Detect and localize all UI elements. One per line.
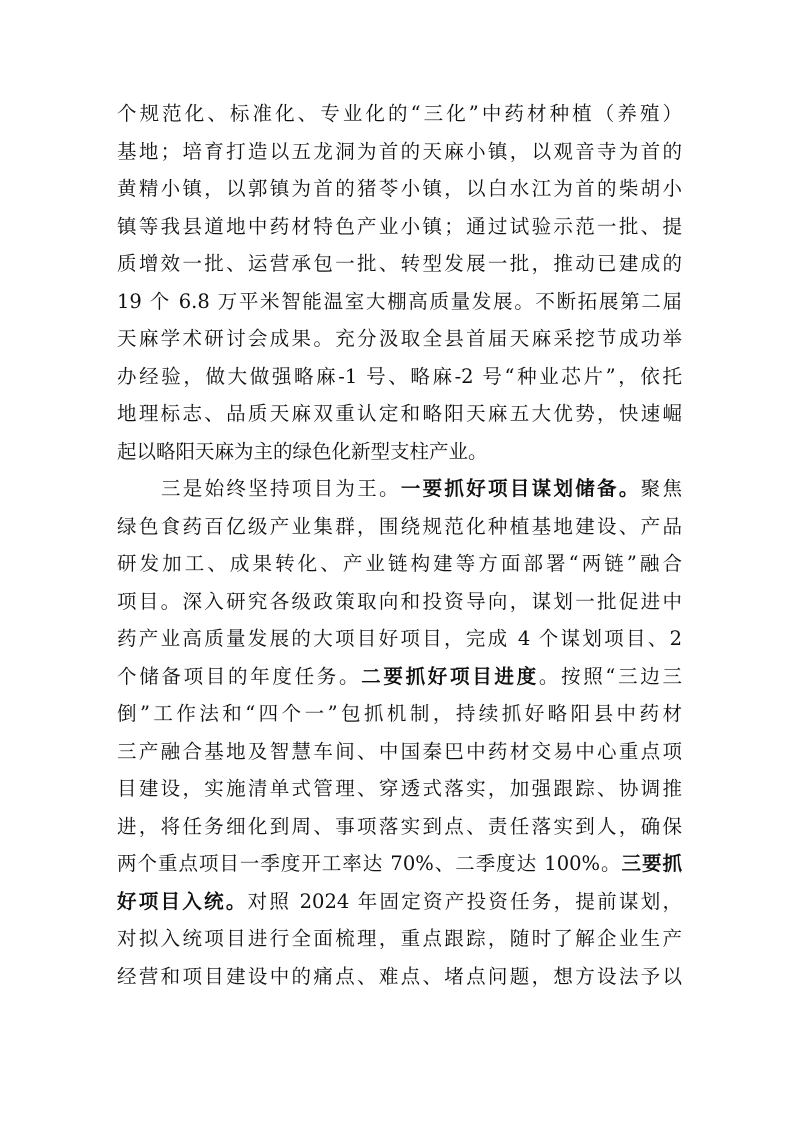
text-line: 三产融合基地及智慧车间、中国秦巴中药材交易中心重点项 [117, 739, 682, 763]
text-line: 地理标志、品质天麻双重认定和略阳天麻五大优势，快速崛 [117, 402, 682, 425]
text-line: 经营和项目建设中的痛点、难点、堵点问题，想方设法予以 [117, 964, 682, 988]
section-lead: 三是始终坚持项目为王。 [161, 477, 401, 500]
text-line: 对拟入统项目进行全面梳理，重点跟踪，随时了解企业生产 [117, 927, 682, 950]
text-line: 目建设，实施清单式管理、穿透式落实，加强跟踪、协调推 [117, 777, 682, 800]
text-line [117, 883, 682, 921]
text-line: 基地；培育打造以五龙洞为首的天麻小镇，以观音寺为首的 [117, 139, 682, 163]
text-line: 项目。深入研究各级政策取向和投资导向，谋划一批促进中 [117, 589, 682, 613]
bold-heading: 一要抓好项目谋划储备。 [400, 477, 641, 500]
text-line: 镇等我县道地中药材特色产业小镇；通过试验示范一批、提 [117, 214, 682, 238]
text-line [117, 658, 682, 696]
bold-heading: 好项目入统。 [117, 889, 248, 913]
text-line: 黄精小镇，以郭镇为首的猪苓小镇，以白水江为首的柴胡小 [117, 177, 682, 200]
text-run: 对照 2024 年固定资产投资任务，提前谋划， [247, 889, 682, 913]
text-line: 起以略阳天麻为主的绿色化新型支柱产业。 [117, 439, 488, 463]
text-line: 研发加工、成果转化、产业链构建等方面部署“两链”融合 [117, 552, 682, 575]
paragraph-2 [117, 470, 682, 995]
text-line: 进，将任务细化到周、事项落实到点、责任落实到人，确保 [117, 814, 682, 838]
text-line: 办经验，做大做强略麻-1 号、略麻-2 号“种业芯片”，依托 [117, 364, 682, 388]
text-line: 天麻学术研讨会成果。充分汲取全县首届天麻采挖节成功举 [117, 327, 682, 350]
text-line: 药产业高质量发展的大项目好项目，完成 4 个谋划项目、2 [117, 627, 682, 650]
text-run: 两个重点项目一季度开工率达 70%、二季度达 100%。 [117, 852, 622, 875]
text-line [117, 470, 682, 508]
text-line: 19 个 6.8 万平米智能温室大棚高质量发展。不断拓展第二届 [117, 289, 682, 313]
text-run: 。按照“三边三 [538, 664, 682, 688]
body-text [117, 95, 682, 995]
paragraph-1 [117, 95, 682, 470]
text-line [117, 845, 682, 883]
text-line: 绿色食药百亿级产业集群，围绕规范化种植基地建设、产品 [117, 514, 682, 538]
text-run: 个储备项目的年度任务。 [117, 664, 362, 688]
text-line: 个规范化、标准化、专业化的“三化”中药材种植（养殖） [117, 102, 682, 125]
text-run: 聚焦 [640, 477, 682, 500]
bold-heading: 三要抓 [621, 852, 682, 875]
bold-heading: 二要抓好项目进度 [361, 664, 539, 688]
text-line: 倒”工作法和“四个一”包抓机制，持续抓好略阳县中药材 [117, 702, 682, 725]
text-line: 质增效一批、运营承包一批、转型发展一批，推动已建成的 [117, 252, 682, 275]
